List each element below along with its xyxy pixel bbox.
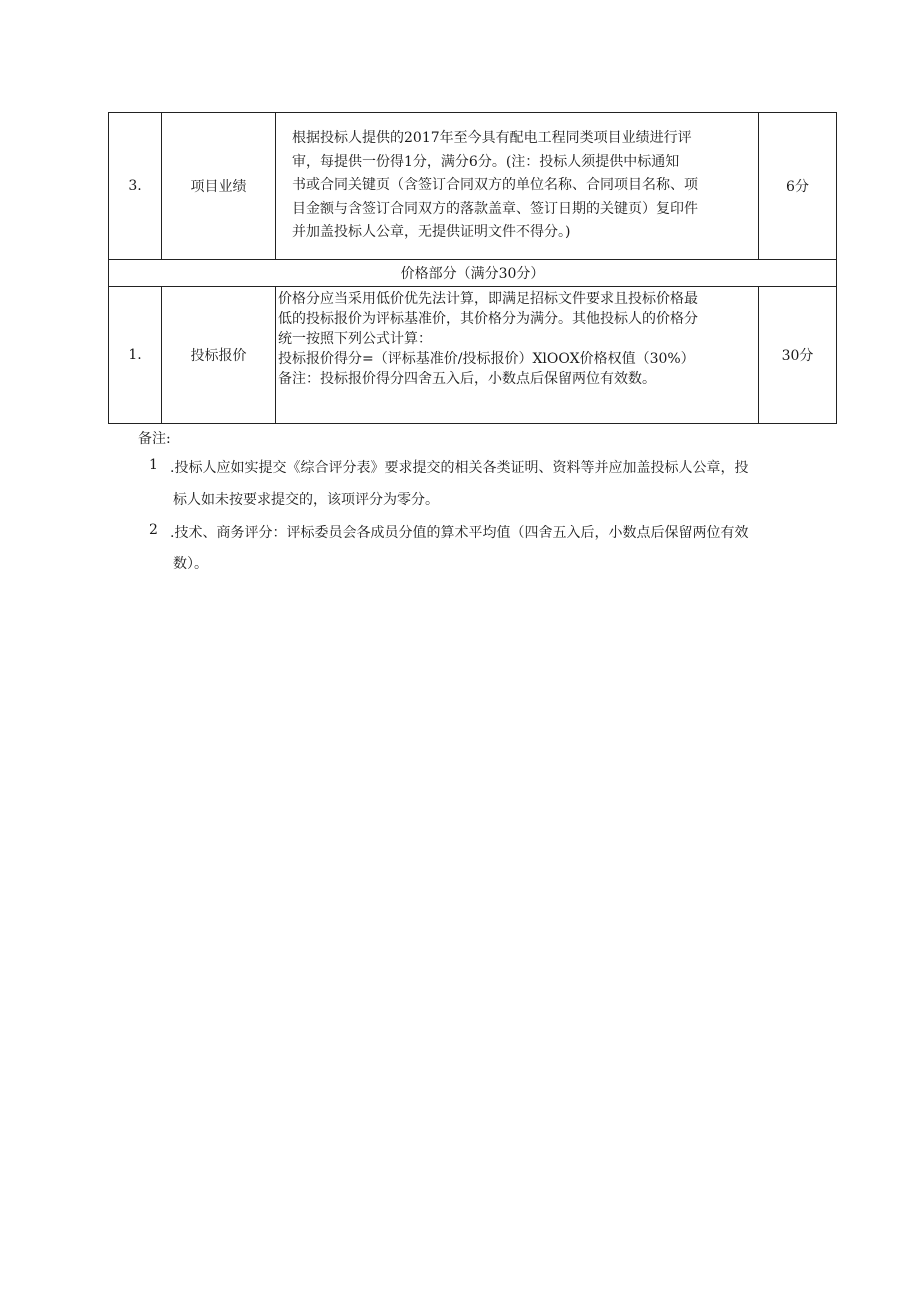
description-line: 根据投标人提供的2017年至今具有配电工程同类项目业绩进行评 [292, 130, 692, 147]
table-row [109, 113, 837, 260]
row-item-name: 项目业绩 [162, 113, 276, 260]
price-section-title: 价格部分（满分30分） [109, 260, 837, 287]
table-row [109, 287, 837, 424]
description-line: 并加盖投标人公章，无提供证明文件不得分。) [292, 224, 571, 241]
note-text-line: 数）。 [173, 556, 208, 572]
description-line: 审，每提供一份得1分，满分6分。(注：投标人须提供中标通知 [292, 153, 680, 170]
description-line: 统一按照下列公式计算： [278, 331, 432, 347]
note-text-line: 标人如未按要求提交的，该项评分为零分。 [173, 492, 439, 508]
row-description [276, 113, 759, 260]
row-score: 6分 [759, 113, 837, 260]
description-line: 书或合同关键页（含签订合同双方的单位名称、合同项目名称、项 [292, 177, 698, 194]
note-number: 1 [149, 457, 158, 473]
note-text-line: .投标人应如实提交《综合评分表》要求提交的相关各类证明、资料等并应加盖投标人公章，投 [170, 460, 749, 476]
scoring-table [108, 112, 837, 424]
note-number: 2 [149, 522, 158, 538]
row-item-name: 投标报价 [162, 287, 276, 424]
row-score: 30分 [759, 287, 837, 424]
notes-title: 备注: [138, 431, 171, 447]
section-header-row [109, 260, 837, 287]
description-line: 投标报价得分=（评标基准价/投标报价）XlOOX价格权值（30%） [278, 351, 695, 367]
description-line: 备注：投标报价得分四舍五入后，小数点后保留两位有效数。 [278, 371, 656, 387]
description-line: 目金额与含签订合同双方的落款盖章、签订日期的关键页）复印件 [292, 200, 698, 217]
description-line: 低的投标报价为评标基准价，其价格分为满分。其他投标人的价格分 [278, 311, 698, 327]
description-line: 价格分应当采用低价优先法计算，即满足招标文件要求且投标价格最 [278, 291, 698, 307]
row-description [276, 287, 759, 424]
row-number: 1. [109, 287, 162, 424]
row-number: 3. [109, 113, 162, 260]
note-text-line: .技术、商务评分：评标委员会各成员分值的算术平均值（四舍五入后，小数点后保留两位有效 [170, 525, 749, 541]
